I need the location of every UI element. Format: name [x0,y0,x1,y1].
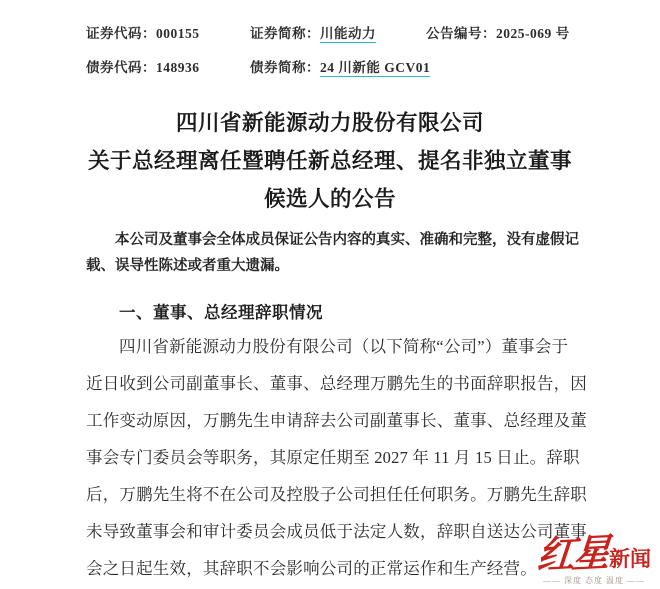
title-line-suffix: 候选人的公告 [263,187,396,211]
disclaimer-line-2: 载、误导性陈述或者重大遗漏。 [86,258,289,274]
securities-header-row-2 [86,56,620,76]
paragraph-line: 后，万鹏先生将不在公司及控股子公司担任任何职务。万鹏先生辞职 [86,485,587,504]
stock-code-label: 证券代码： [86,26,156,41]
bond-code-value: 148936 [156,60,200,75]
disclaimer-paragraph [86,227,582,279]
stock-abbr-link[interactable]: 川能动力 [320,26,376,41]
paragraph-line: 会之日起生效，其辞职不会影响公司的正常运作和生产经营。 [86,559,537,578]
bond-abbr-label: 债券简称： [250,60,320,75]
announcement-no-value: 2025-069 号 [496,26,570,41]
redstar-news-watermark [530,532,658,585]
stock-abbr-label: 证券简称： [250,26,320,41]
paragraph-line: 近日收到公司副董事长、董事、总经理万鹏先生的书面辞职报告，因 [86,374,587,393]
bond-code-cell [86,56,250,76]
document-title [0,104,660,218]
title-line-company: 四川省新能源动力股份有限公司 [175,111,484,135]
paragraph-line: 工作变动原因，万鹏先生申请辞去公司副董事长、董事、总经理及董 [86,411,587,430]
section-1-heading: 一、董事、总经理辞职情况 [119,303,323,322]
bond-code-label: 债券代码： [86,60,156,75]
bond-abbr-cell [250,56,431,76]
bond-abbr-link[interactable]: 24 川新能 GCV01 [320,60,431,75]
paragraph-line: 四川省新能源动力股份有限公司（以下简称“公司”）董事会于 [119,337,569,356]
stock-code-value: 000155 [156,26,200,41]
redstar-tagline: —— 深度 态度 温度 —— [543,576,645,585]
redstar-news-logo [530,532,658,578]
redstar-calligraphy-logo: 红星 [535,532,609,578]
title-line-subject: 关于总经理离任暨聘任新总经理、提名非独立董事 [87,149,572,173]
paragraph-line: 未导致董事会和审计委员会成员低于法定人数，辞职自送达公司董事 [86,522,587,541]
securities-header-row-1 [86,22,620,42]
announcement-no-label: 公告编号： [426,26,496,41]
redstar-news-label: 新闻 [609,547,651,571]
announcement-no-cell [426,22,620,42]
paragraph-line: 事会专门委员会等职务，其原定任期至 2027 年 11 月 15 日止。辞职 [86,448,580,467]
stock-abbr-cell [250,22,426,42]
stock-code-cell [86,22,250,42]
disclaimer-line-1: 本公司及董事会全体成员保证公告内容的真实、准确和完整，没有虚假记 [115,232,579,248]
section-1-paragraph [86,328,586,587]
